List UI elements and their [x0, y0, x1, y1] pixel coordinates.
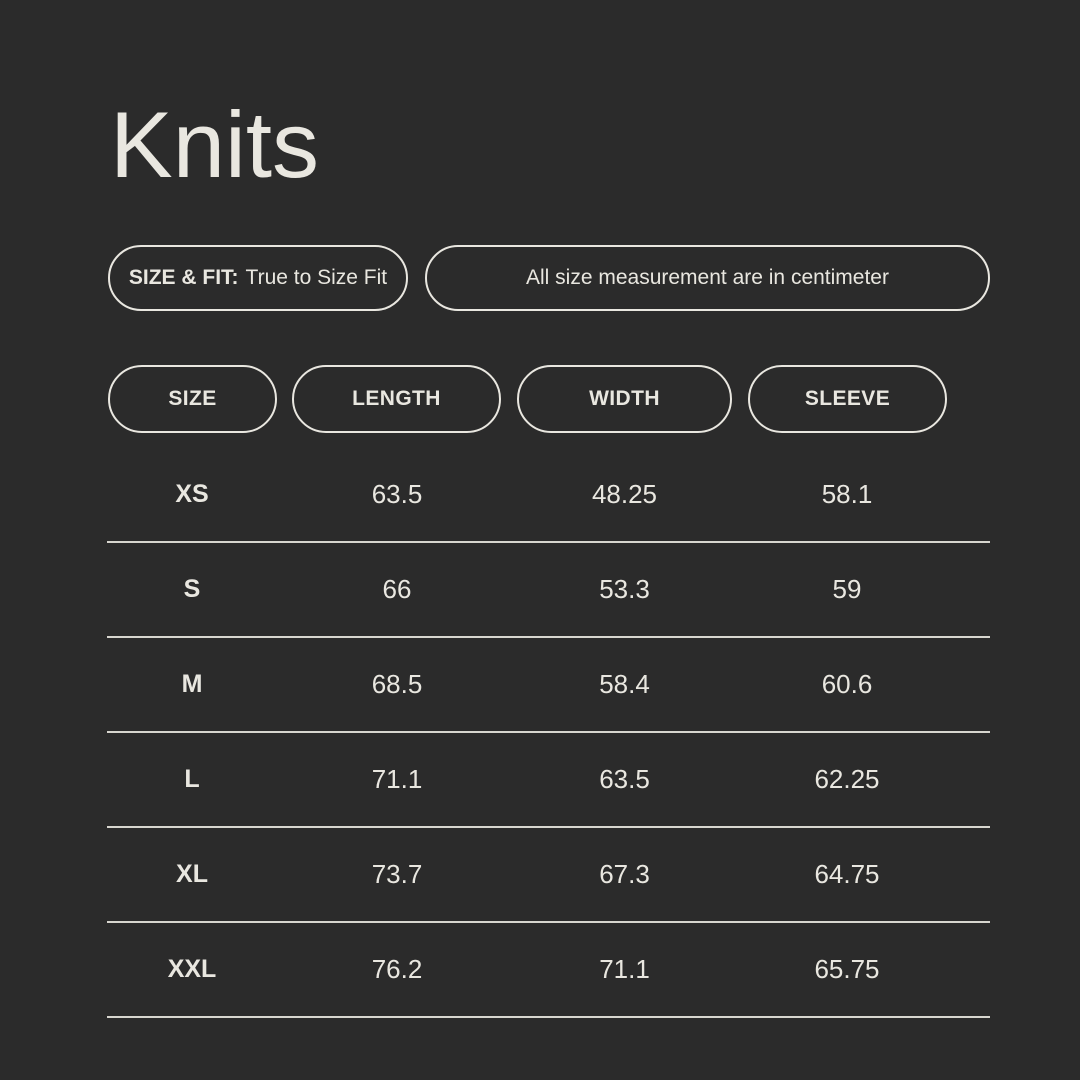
size-fit-badge-value: True to Size Fit [245, 266, 388, 289]
column-header-sleeve: SLEEVE [748, 365, 947, 433]
size-cell: XXL [167, 955, 217, 983]
sleeve-cell: 60.6 [821, 669, 873, 699]
size-cell: S [183, 575, 201, 603]
sleeve-cell: 62.25 [814, 764, 880, 794]
column-header-size: SIZE [108, 365, 277, 433]
width-cell: 53.3 [599, 574, 650, 604]
page-title: Knits [110, 92, 319, 197]
table-row-m [107, 638, 990, 733]
size-cell: XS [175, 480, 209, 508]
sleeve-cell: 64.75 [814, 859, 880, 889]
width-cell: 71.1 [599, 954, 650, 984]
sleeve-cell: 59 [832, 574, 862, 604]
width-cell: 58.4 [599, 669, 650, 699]
sleeve-cell: 58.1 [821, 479, 873, 509]
length-cell: 73.7 [371, 859, 423, 889]
length-cell: 68.5 [371, 669, 423, 699]
length-cell: 71.1 [371, 764, 423, 794]
width-cell: 48.25 [591, 479, 658, 509]
length-cell: 66 [382, 574, 412, 604]
table-row-xs [107, 448, 990, 543]
size-cell: L [184, 765, 200, 793]
size-cell: XL [176, 860, 208, 888]
unit-note-badge [425, 245, 990, 311]
table-row-s [107, 543, 990, 638]
table-row-l [107, 733, 990, 828]
size-table [107, 448, 990, 1018]
column-header-length: LENGTH [292, 365, 501, 433]
table-row-xxl [107, 923, 990, 1018]
sleeve-cell: 65.75 [814, 954, 880, 984]
size-fit-badge [108, 245, 408, 311]
width-cell: 67.3 [599, 859, 650, 889]
column-header-width: WIDTH [517, 365, 732, 433]
size-fit-badge-label: SIZE & FIT: [128, 266, 239, 289]
table-row-xl [107, 828, 990, 923]
length-cell: 76.2 [371, 954, 423, 984]
size-cell: M [181, 670, 203, 698]
length-cell: 63.5 [371, 479, 423, 509]
width-cell: 63.5 [599, 764, 650, 794]
unit-note-text: All size measurement are in centimeter [526, 266, 889, 289]
